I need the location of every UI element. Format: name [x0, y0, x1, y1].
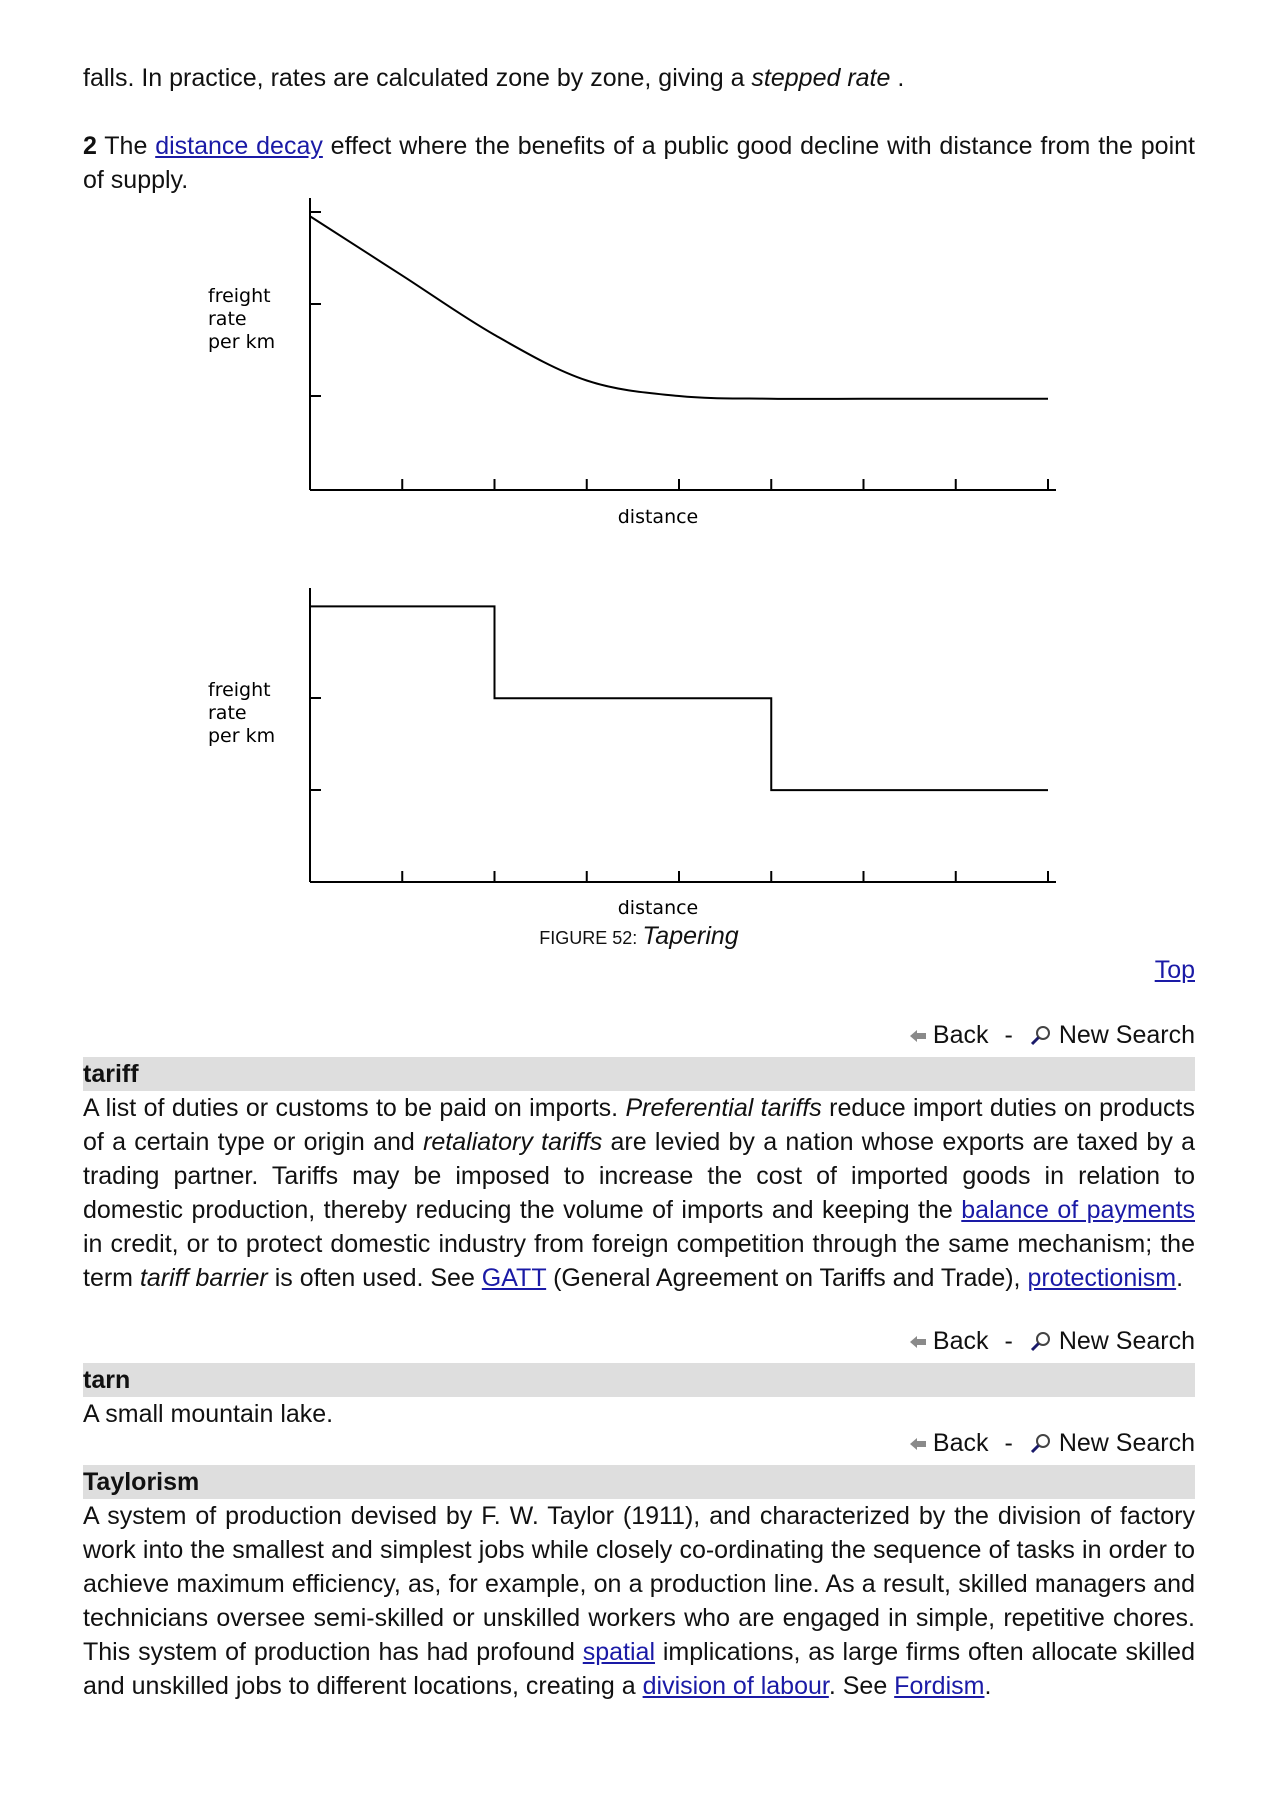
protectionism-link[interactable]: protectionism	[1027, 1264, 1177, 1292]
figure-caption	[83, 922, 1195, 951]
nav-bar	[909, 1327, 1195, 1356]
chart-continuous	[208, 198, 1056, 528]
caption-title: Tapering	[642, 922, 739, 950]
top-ylabel-1: freight	[208, 285, 271, 307]
taylorism-definition	[83, 1499, 1195, 1703]
text: (General Agreement on Tariffs and Trade),	[546, 1264, 1028, 1292]
intro-line	[83, 61, 1195, 95]
item2-text: effect where the benefits of a public good decline with distance from the point of supply.	[83, 132, 1195, 194]
top-ylabel-2: rate	[208, 308, 247, 330]
distance-decay-link[interactable]: distance decay	[155, 132, 323, 160]
term-heading-taylorism	[83, 1465, 1195, 1499]
text: .	[984, 1672, 992, 1700]
nav-separator: -	[1004, 1021, 1013, 1049]
search-icon	[1029, 1330, 1053, 1354]
fordism-link[interactable]: Fordism	[894, 1672, 985, 1700]
intro-suffix: .	[890, 64, 905, 92]
top-link[interactable]: Top	[1154, 956, 1195, 984]
term-heading-tariff	[83, 1057, 1195, 1091]
chart-stepped	[208, 588, 1056, 919]
tapering-figure	[83, 190, 1195, 970]
term-label: tarn	[83, 1366, 131, 1394]
back-button[interactable]: Back	[932, 1327, 989, 1355]
text: implications, as large firms often allocate skilled and unskilled jobs to different locations, creating a	[83, 1638, 1195, 1700]
nav-separator: -	[1004, 1327, 1013, 1355]
item2-paragraph	[83, 129, 1195, 197]
text: reduce import duties on products of a certain type or origin and	[83, 1094, 1195, 1156]
item2-the: The	[96, 132, 156, 160]
back-button[interactable]: Back	[932, 1429, 989, 1457]
text: .	[1176, 1264, 1184, 1292]
intro-text: falls. In practice, rates are calculated zone by zone, giving a	[83, 64, 752, 92]
text: . See	[828, 1672, 895, 1700]
nav-bar	[909, 1429, 1195, 1458]
back-arrow-icon	[909, 1029, 927, 1043]
term-label: tariff	[83, 1060, 139, 1088]
back-button[interactable]: Back	[932, 1021, 989, 1049]
tarn-definition: A small mountain lake.	[83, 1400, 334, 1428]
bottom-ylabel-1: freight	[208, 679, 271, 701]
figure-52	[83, 190, 1195, 970]
text: is often used. See	[267, 1264, 482, 1292]
text: A list of duties or customs to be paid on imports.	[83, 1094, 626, 1122]
top-xlabel: distance	[617, 506, 699, 528]
balance-of-payments-link[interactable]: balance of payments	[961, 1196, 1196, 1224]
bottom-series-line	[310, 606, 1048, 790]
spatial-link[interactable]: spatial	[582, 1638, 656, 1666]
bottom-ylabel-2: rate	[208, 702, 247, 724]
new-search-button[interactable]: New Search	[1058, 1429, 1195, 1457]
term-heading-tarn	[83, 1363, 1195, 1397]
text: in credit, or to protect domestic industry from foreign competition through the same mechanism; the term	[83, 1230, 1195, 1292]
bottom-xlabel: distance	[617, 897, 699, 919]
italic-text: retaliatory tariffs	[423, 1128, 603, 1156]
division-of-labour-link[interactable]: division of labour	[642, 1672, 829, 1700]
new-search-button[interactable]: New Search	[1058, 1327, 1195, 1355]
back-arrow-icon	[909, 1335, 927, 1349]
top-ylabel-3: per km	[208, 331, 276, 353]
nav-bar	[909, 1021, 1195, 1050]
caption-label: FIGURE 52:	[539, 928, 638, 948]
gatt-link[interactable]: GATT	[481, 1264, 547, 1292]
top-series-line	[310, 216, 1048, 399]
intro-italic: stepped rate	[751, 64, 891, 92]
italic-text: Preferential tariffs	[625, 1094, 822, 1122]
text: are levied by a nation whose exports are taxed by a trading partner. Tariffs may be imposed to increase the cost of imported goods in relation to domestic production, thereby reducing the volume of imports and keeping the	[83, 1128, 1196, 1224]
text: A system of production devised by F. W. Taylor (1911), and characterized by the division of factory work into the smallest and simplest jobs while closely co-ordinating the sequence of tasks in order to achieve maximum efficiency, as, for example, on a production line. As a result, skilled managers and technicians oversee semi-skilled or unskilled workers who are engaged in simple, repetitive chores. This system of production has had profound	[83, 1502, 1195, 1666]
search-icon	[1029, 1024, 1053, 1048]
new-search-button[interactable]: New Search	[1058, 1021, 1195, 1049]
tariff-definition	[83, 1091, 1195, 1295]
bottom-ylabel-3: per km	[208, 725, 276, 747]
item-number: 2	[83, 132, 97, 160]
term-label: Taylorism	[83, 1468, 200, 1496]
search-icon	[1029, 1432, 1053, 1456]
italic-text: tariff barrier	[139, 1264, 268, 1292]
back-arrow-icon	[909, 1437, 927, 1451]
nav-separator: -	[1004, 1429, 1013, 1457]
